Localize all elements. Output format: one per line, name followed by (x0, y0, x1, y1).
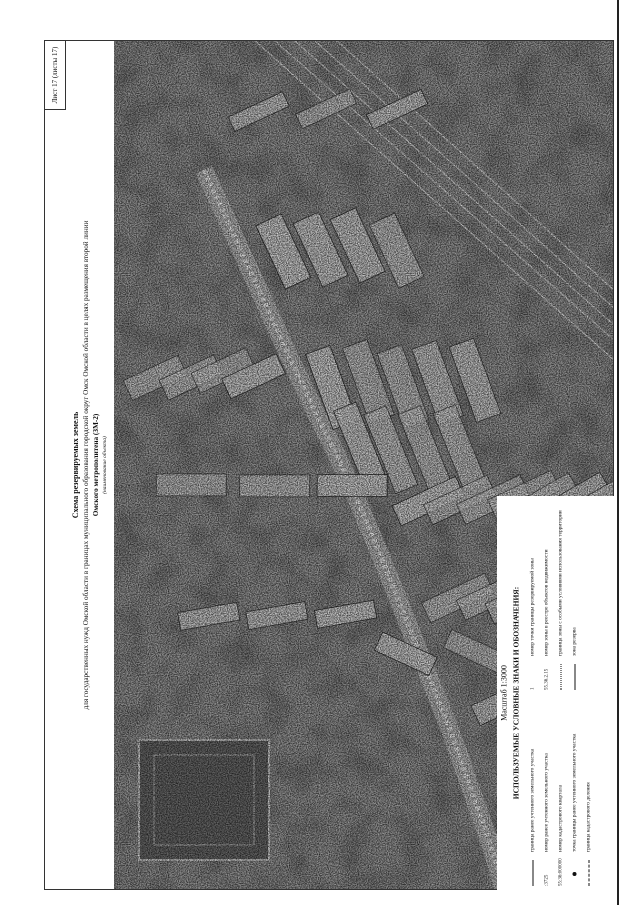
legend-symbol-dot (572, 852, 576, 886)
legend-symbol-line-dash (588, 852, 589, 886)
legend-item (525, 493, 539, 690)
legend-right-column (525, 493, 581, 690)
map-object-caption: (наименование объекта) (102, 436, 108, 494)
sheet-number-label: Лист 17 (листы 17) (51, 46, 59, 104)
legend-symbol-text: 55.36.2.15 (543, 668, 549, 690)
legend-symbol-line-solid (574, 656, 575, 690)
map-title: Схема резервируемых земель (71, 411, 80, 519)
legend-symbol-text: 1 (529, 687, 535, 690)
legend-item-label: номер зоны в реестре объектов недвижимости (543, 549, 549, 656)
legend-item-label: номер ранее учтенного земельного участка (543, 753, 549, 852)
legend-item (553, 689, 567, 886)
map-subtitle: для государственных нужд Омской области в границах муниципального образования городской округ Омск Омской области в целях размещения второй линии (82, 220, 90, 710)
legend-item-label: зона резерва (571, 627, 577, 656)
legend-item-label: точка границы ранее учтенного земельного участка (571, 733, 577, 852)
legend-item (581, 689, 595, 886)
sheet-number-box (44, 40, 66, 110)
legend (497, 496, 614, 890)
legend-item-label: граница ранее учтенного земельного участка (529, 748, 535, 852)
legend-item (567, 493, 581, 690)
legend-title: ИСПОЛЬЗУЕМЫЕ УСЛОВНЫЕ ЗНАКИ И ОБОЗНАЧЕНИЯ: (511, 586, 520, 800)
legend-symbol-line-solid (532, 852, 533, 886)
legend-item (539, 689, 553, 886)
legend-item (525, 689, 539, 886)
map-scale: Масштаб 1:3000 (499, 665, 508, 721)
legend-item-label: номер кадастрового квартала (557, 785, 563, 852)
map-object-name: Омского метрополитена (ЗМ-2) (92, 413, 100, 517)
legend-item (553, 493, 567, 690)
legend-symbol-line-dot (560, 656, 561, 690)
legend-item-label: номер точки границы резервируемой зоны (529, 558, 535, 656)
legend-item-label: граница кадастрового деления (585, 782, 591, 852)
page-edge-rule (617, 0, 619, 905)
legend-item (567, 689, 581, 886)
title-block (66, 40, 114, 890)
legend-symbol-text: 55:36:000000 (557, 858, 563, 886)
legend-symbol-text: :3725 (543, 874, 549, 886)
legend-left-column (525, 689, 595, 886)
legend-item (539, 493, 553, 690)
legend-item-label: граница зоны с особыми условиями использования территории (557, 510, 563, 656)
